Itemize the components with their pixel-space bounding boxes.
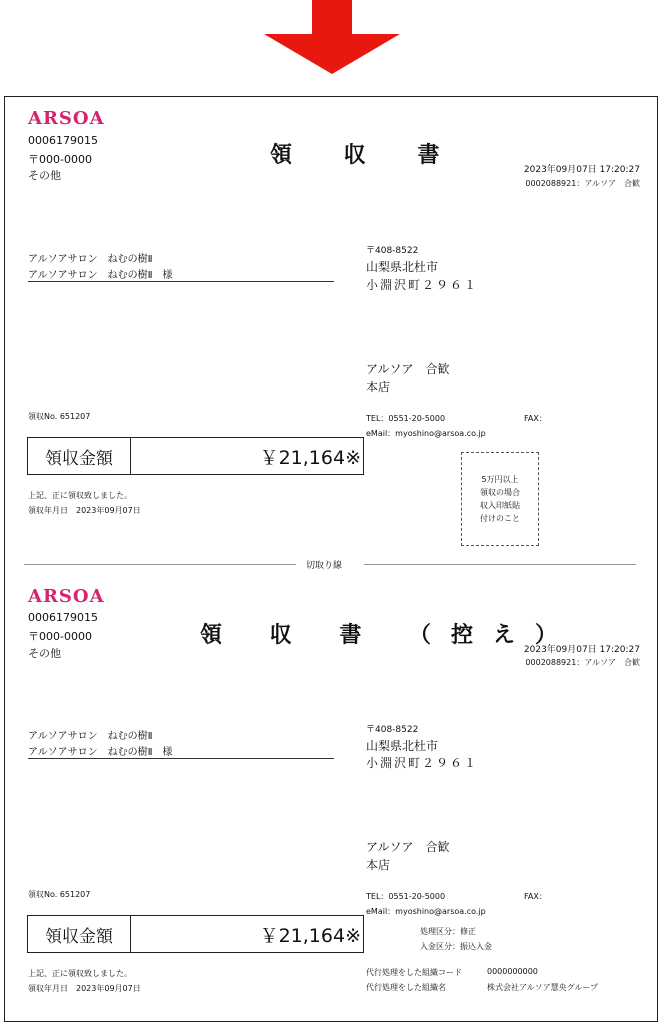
cut-line-left [24, 564, 296, 565]
down-arrow-icon [264, 0, 400, 74]
issuer-postal: 〒408-8522 [366, 246, 419, 256]
stamp-text-4: 付けのこと [480, 514, 520, 523]
issuer-address-2: 小淵沢町２９６１ [366, 278, 479, 292]
deposit-type: 入金区分：振込入金 [420, 942, 492, 951]
copy-issuer-address-2: 小淵沢町２９６１ [366, 756, 479, 770]
copy-issuer-branch: 本店 [366, 858, 391, 872]
copy-issuer-address-1: 山梨県北杜市 [366, 739, 439, 753]
stamp-text-1: 5万円以上 [481, 475, 519, 484]
issuer-tel: TEL：0551-20-5000 [366, 414, 446, 423]
receipt-datetime: 2023年09月07日 17:20:27 [523, 165, 640, 175]
cut-line-label: 切取り線 [306, 561, 343, 571]
staff-info: 0002088921：アルソア 合歓 [525, 179, 640, 188]
issuer-branch: 本店 [366, 380, 391, 394]
copy-issuer-fax: FAX： [524, 892, 547, 901]
receipt-number: 領収No. 651207 [28, 412, 91, 421]
recipient-line-1: アルソアサロン ねむの樹Ⅱ [28, 254, 153, 265]
issuer-name: アルソア 合歓 [366, 362, 450, 376]
arsoa-logo-copy: ARSOA [28, 586, 105, 607]
agent-code: 0000000000 [487, 967, 538, 976]
amount-label: 領収金額 [28, 438, 131, 474]
amount-box [27, 437, 364, 475]
recipient-line-2: アルソアサロン ねむの樹Ⅱ 様 [28, 270, 173, 281]
customer-other: その他 [28, 169, 61, 182]
copy-issuer-postal: 〒408-8522 [366, 725, 419, 735]
copy-receipt-number: 領収No. 651207 [28, 890, 91, 899]
copy-received-date: 領収年月日 2023年09月07日 [28, 984, 141, 993]
receipt-title: 領 収 書 [270, 143, 462, 168]
amount-value: ￥21,164※ [259, 446, 361, 469]
processing-type: 処理区分：修正 [420, 927, 476, 936]
cut-line-right [364, 564, 636, 565]
copy-datetime: 2023年09月07日 17:20:27 [523, 645, 640, 655]
recipient-underline [28, 281, 334, 282]
copy-recipient-underline [28, 758, 334, 759]
copy-amount-label: 領収金額 [28, 916, 131, 952]
received-date: 領収年月日 2023年09月07日 [28, 506, 141, 515]
agent-name: 株式会社アルソア慧央グループ [487, 983, 599, 992]
customer-other-copy: その他 [28, 647, 61, 660]
issuer-fax: FAX： [524, 414, 547, 423]
copy-recipient-line-2: アルソアサロン ねむの樹Ⅱ 様 [28, 747, 173, 758]
issuer-address-1: 山梨県北杜市 [366, 260, 439, 274]
copy-issuer-tel: TEL：0551-20-5000 [366, 892, 446, 901]
copy-title: 領 収 書 （控え） [200, 623, 577, 648]
customer-number-copy: 0006179015 [28, 611, 98, 624]
issuer-email: eMail：myoshino@arsoa.co.jp [366, 429, 486, 438]
agent-code-label: 代行処理をした組織コード [366, 968, 462, 977]
copy-recipient-line-1: アルソアサロン ねむの樹Ⅱ [28, 731, 153, 742]
customer-postal: 〒000-0000 [28, 153, 92, 166]
copy-amount-value: ￥21,164※ [259, 924, 361, 947]
customer-number: 0006179015 [28, 134, 98, 147]
arsoa-logo: ARSOA [28, 108, 105, 129]
copy-staff-info: 0002088921：アルソア 合歓 [525, 658, 640, 667]
revenue-stamp-box [461, 452, 539, 546]
agent-name-label: 代行処理をした組織名 [366, 983, 446, 992]
copy-issuer-email: eMail：myoshino@arsoa.co.jp [366, 907, 486, 916]
copy-received-text: 上記、正に領収致しました。 [28, 969, 132, 978]
customer-postal-copy: 〒000-0000 [28, 630, 92, 643]
copy-issuer-name: アルソア 合歓 [366, 840, 450, 854]
copy-amount-box [27, 915, 364, 953]
stamp-text-3: 収入印紙貼 [480, 501, 520, 510]
stamp-text-2: 領収の場合 [480, 488, 520, 497]
received-text: 上記、正に領収致しました。 [28, 491, 132, 500]
